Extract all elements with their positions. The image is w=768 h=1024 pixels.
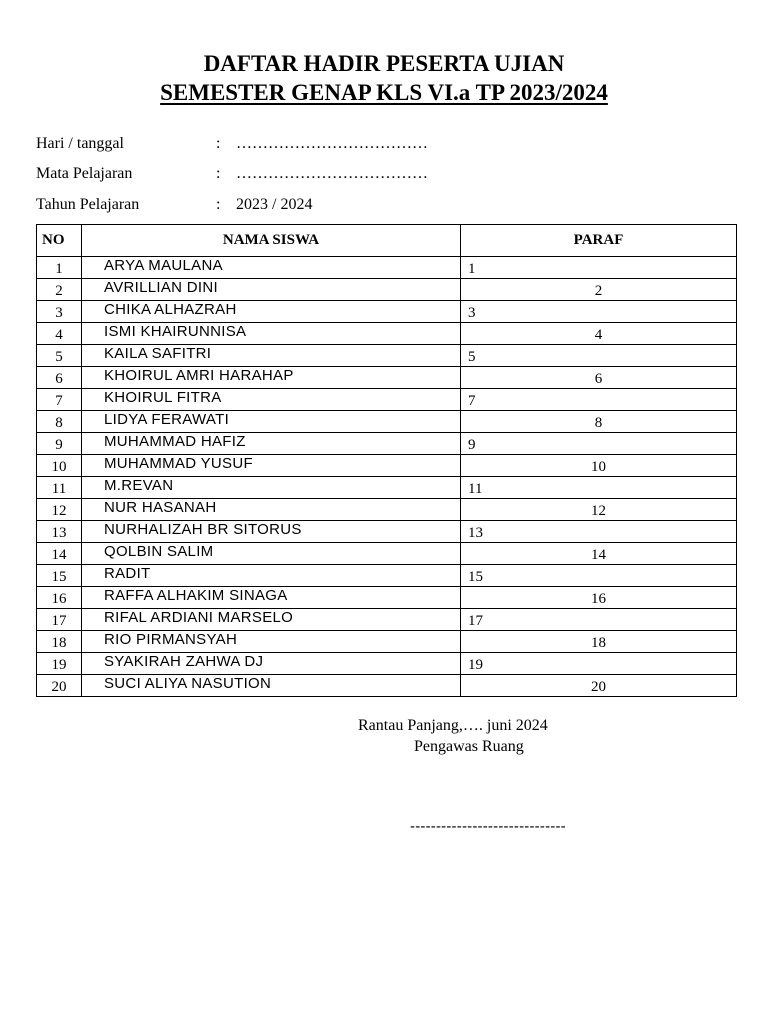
student-name: QOLBIN SALIM bbox=[82, 543, 461, 565]
student-name: KHOIRUL AMRI HARAHAP bbox=[82, 367, 461, 389]
student-name: AVRILLIAN DINI bbox=[82, 279, 461, 301]
table-row bbox=[37, 521, 737, 543]
row-number: 16 bbox=[37, 587, 82, 609]
signature-cell: 2 bbox=[461, 279, 737, 301]
info-colon: : bbox=[216, 165, 221, 182]
table-row bbox=[37, 675, 737, 697]
info-colon: : bbox=[216, 135, 221, 152]
info-label: Hari / tanggal bbox=[36, 135, 124, 152]
row-number: 6 bbox=[37, 367, 82, 389]
table-row bbox=[37, 433, 737, 455]
signature-cell: 16 bbox=[461, 587, 737, 609]
attendance-table bbox=[36, 224, 737, 697]
signature-cell: 4 bbox=[461, 323, 737, 345]
table-header-row bbox=[37, 225, 737, 257]
student-name: RAFFA ALHAKIM SINAGA bbox=[82, 587, 461, 609]
student-name: NURHALIZAH BR SITORUS bbox=[82, 521, 461, 543]
info-label: Mata Pelajaran bbox=[36, 165, 133, 182]
signature-cell: 17 bbox=[461, 609, 737, 631]
row-number: 7 bbox=[37, 389, 82, 411]
row-number: 4 bbox=[37, 323, 82, 345]
signature-cell: 3 bbox=[461, 301, 737, 323]
signature-role: Pengawas Ruang bbox=[414, 738, 524, 755]
student-name: ISMI KHAIRUNNISA bbox=[82, 323, 461, 345]
table-row bbox=[37, 455, 737, 477]
table-row bbox=[37, 609, 737, 631]
signature-cell: 19 bbox=[461, 653, 737, 675]
student-name: RIFAL ARDIANI MARSELO bbox=[82, 609, 461, 631]
table-row bbox=[37, 389, 737, 411]
document-subtitle-text: SEMESTER GENAP KLS VI.a TP 2023/2024 bbox=[160, 80, 608, 105]
signature-cell: 7 bbox=[461, 389, 737, 411]
student-name: CHIKA ALHAZRAH bbox=[82, 301, 461, 323]
signature-place-date: Rantau Panjang,…. juni 2024 bbox=[358, 717, 548, 734]
table-row bbox=[37, 257, 737, 279]
row-number: 14 bbox=[37, 543, 82, 565]
signature-cell: 14 bbox=[461, 543, 737, 565]
row-number: 13 bbox=[37, 521, 82, 543]
signature-cell: 11 bbox=[461, 477, 737, 499]
table-row bbox=[37, 587, 737, 609]
info-label: Tahun Pelajaran bbox=[36, 196, 140, 213]
info-value: 2023 / 2024 bbox=[236, 196, 313, 213]
table-row bbox=[37, 653, 737, 675]
signature-cell: 1 bbox=[461, 257, 737, 279]
signature-cell: 9 bbox=[461, 433, 737, 455]
student-name: MUHAMMAD YUSUF bbox=[82, 455, 461, 477]
column-header-no: NO bbox=[37, 225, 82, 257]
signature-cell: 10 bbox=[461, 455, 737, 477]
signature-cell: 12 bbox=[461, 499, 737, 521]
row-number: 3 bbox=[37, 301, 82, 323]
row-number: 1 bbox=[37, 257, 82, 279]
student-name: KHOIRUL FITRA bbox=[82, 389, 461, 411]
student-name: ARYA MAULANA bbox=[82, 257, 461, 279]
signature-cell: 20 bbox=[461, 675, 737, 697]
student-name: M.REVAN bbox=[82, 477, 461, 499]
row-number: 2 bbox=[37, 279, 82, 301]
table-row bbox=[37, 345, 737, 367]
table-row bbox=[37, 565, 737, 587]
table-row bbox=[37, 411, 737, 433]
student-name: NUR HASANAH bbox=[82, 499, 461, 521]
row-number: 12 bbox=[37, 499, 82, 521]
document-subtitle bbox=[0, 79, 768, 107]
signature-cell: 8 bbox=[461, 411, 737, 433]
signature-cell: 6 bbox=[461, 367, 737, 389]
signature-cell: 13 bbox=[461, 521, 737, 543]
row-number: 17 bbox=[37, 609, 82, 631]
info-colon: : bbox=[216, 196, 221, 213]
row-number: 8 bbox=[37, 411, 82, 433]
table-row bbox=[37, 477, 737, 499]
column-header-paraf: PARAF bbox=[461, 225, 737, 257]
signature-cell: 5 bbox=[461, 345, 737, 367]
document-title: DAFTAR HADIR PESERTA UJIAN bbox=[203, 51, 565, 76]
row-number: 9 bbox=[37, 433, 82, 455]
student-name: LIDYA FERAWATI bbox=[82, 411, 461, 433]
row-number: 18 bbox=[37, 631, 82, 653]
student-name: RIO PIRMANSYAH bbox=[82, 631, 461, 653]
table-row bbox=[37, 367, 737, 389]
info-value: ……………………………… bbox=[236, 135, 428, 152]
table-row bbox=[37, 323, 737, 345]
table-row bbox=[37, 499, 737, 521]
table-row bbox=[37, 631, 737, 653]
signature-cell: 18 bbox=[461, 631, 737, 653]
student-name: KAILA SAFITRI bbox=[82, 345, 461, 367]
row-number: 5 bbox=[37, 345, 82, 367]
column-header-name: NAMA SISWA bbox=[82, 225, 461, 257]
student-name: RADIT bbox=[82, 565, 461, 587]
row-number: 10 bbox=[37, 455, 82, 477]
student-name: SUCI ALIYA NASUTION bbox=[82, 675, 461, 697]
table-row bbox=[37, 301, 737, 323]
student-name: SYAKIRAH ZAHWA DJ bbox=[82, 653, 461, 675]
table-row bbox=[37, 279, 737, 301]
row-number: 20 bbox=[37, 675, 82, 697]
row-number: 11 bbox=[37, 477, 82, 499]
row-number: 15 bbox=[37, 565, 82, 587]
signature-cell: 15 bbox=[461, 565, 737, 587]
signature-line: ------------------------------ bbox=[410, 818, 566, 835]
info-value: ……………………………… bbox=[236, 165, 428, 182]
student-name: MUHAMMAD HAFIZ bbox=[82, 433, 461, 455]
table-row bbox=[37, 543, 737, 565]
row-number: 19 bbox=[37, 653, 82, 675]
table-body bbox=[37, 257, 737, 697]
